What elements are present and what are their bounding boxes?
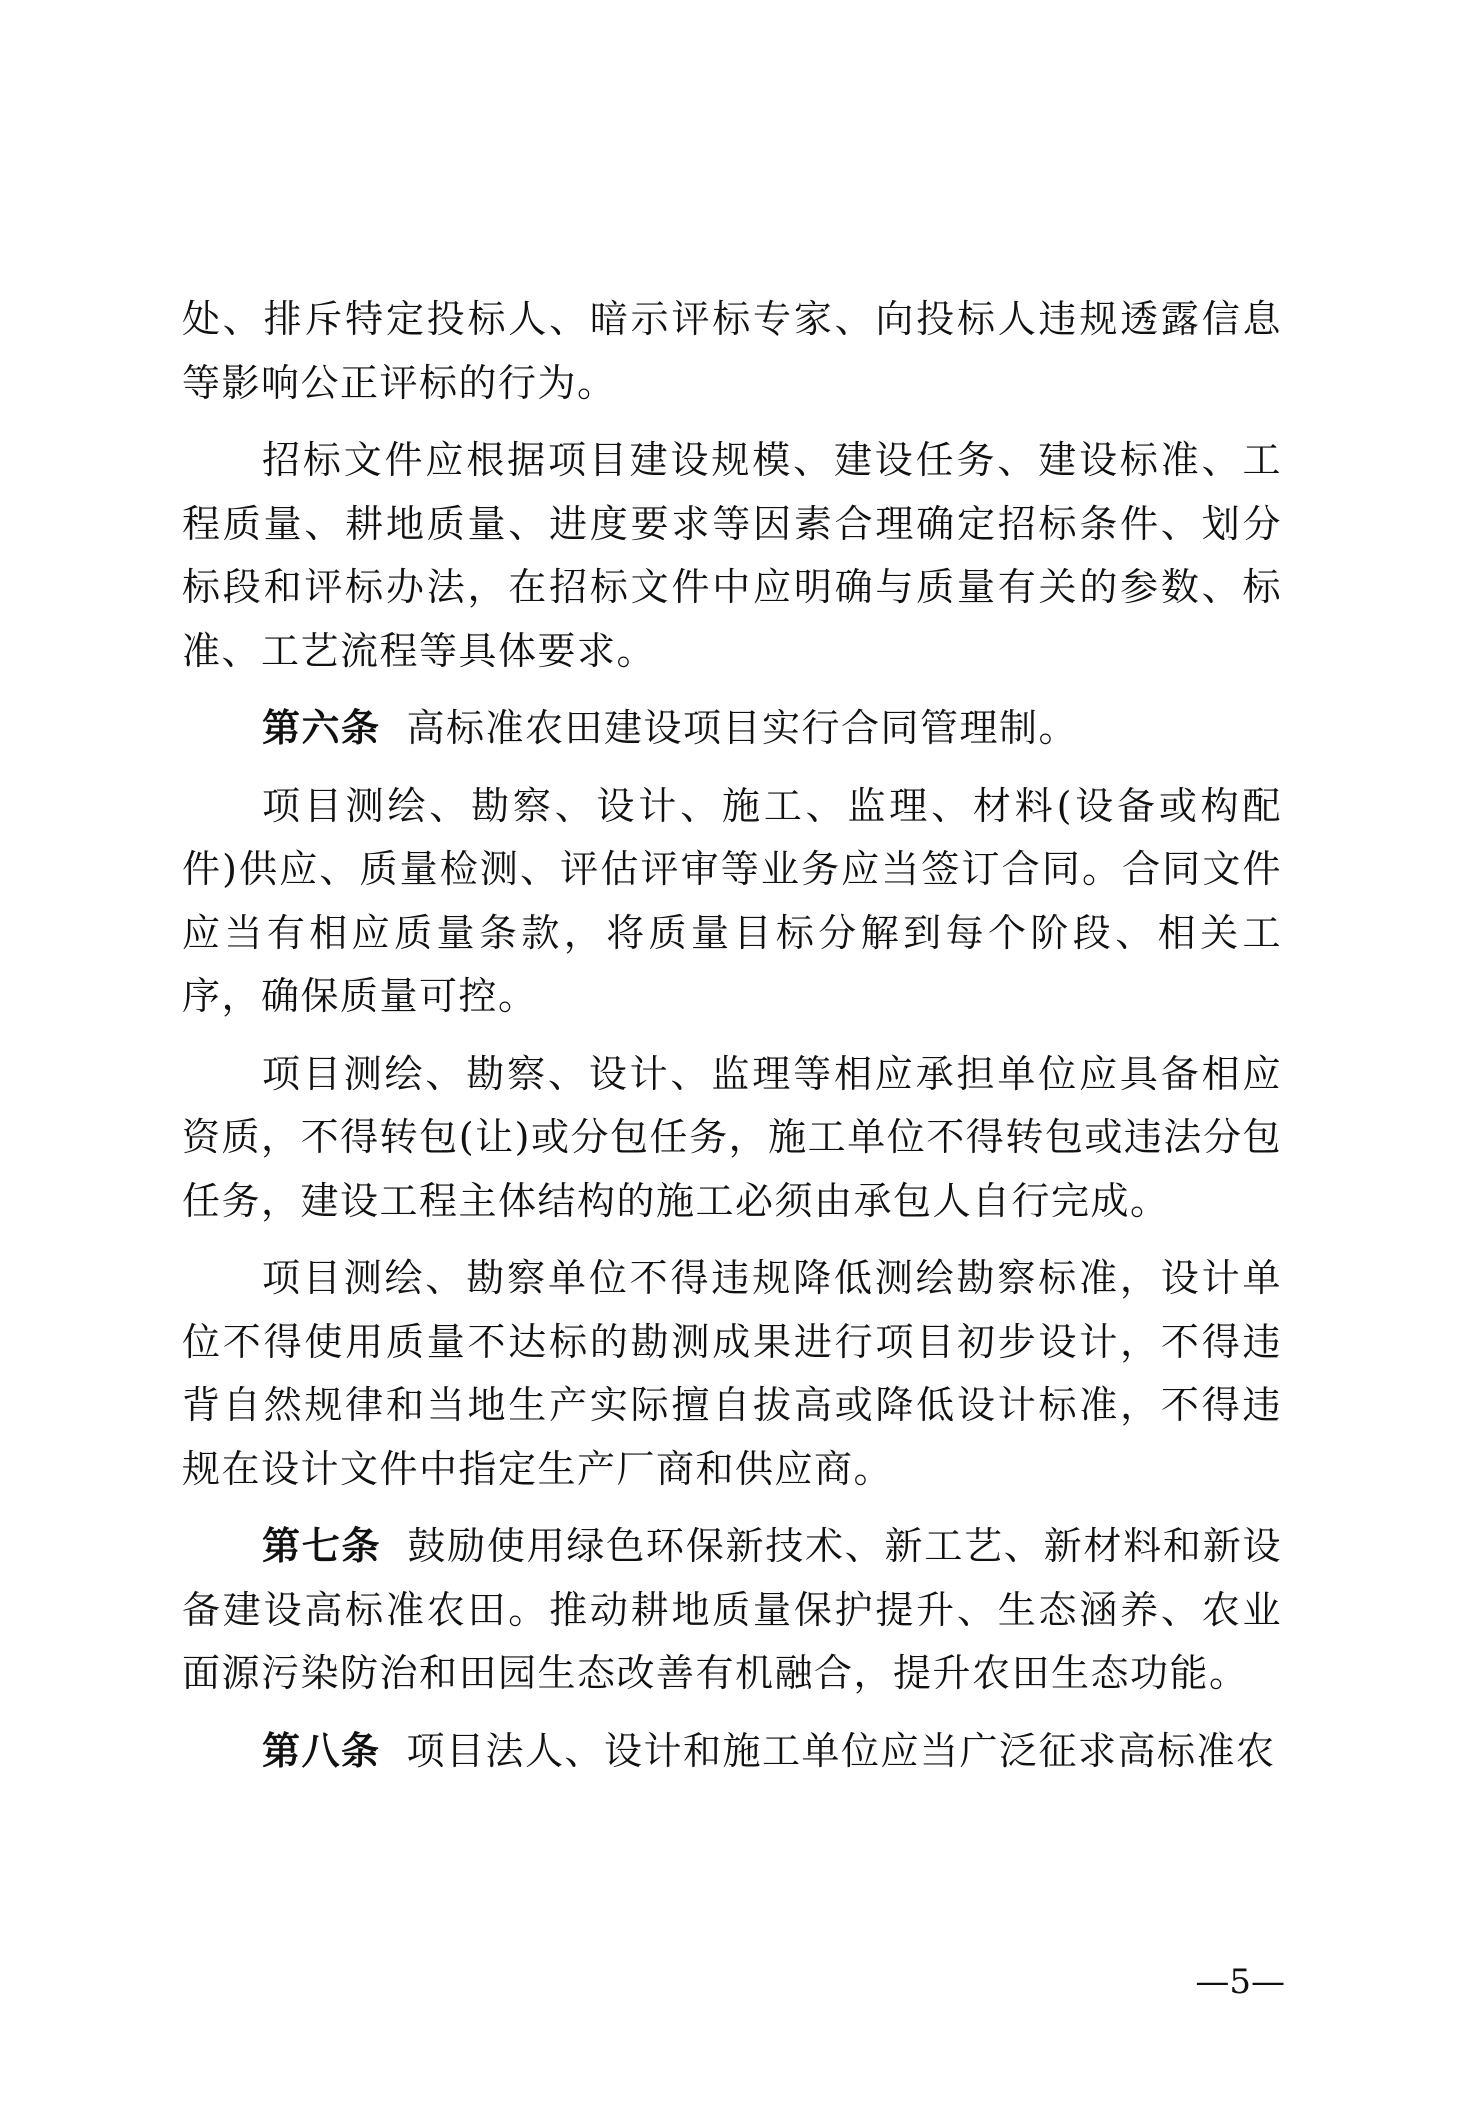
paragraph-text: 高标准农田建设项目实行合同管理制。: [406, 706, 1079, 750]
paragraph-text: 项目法人、设计和施工单位应当广泛征求高标准农: [406, 1728, 1276, 1773]
paragraph-text: 招标文件应根据项目建设规模、建设任务、建设标准、工程质量、耕地质量、进度要求等因素合理确定招标条件、划分标段和评标办法，在招标文件中应明确与质量有关的参数、标准、工艺流程等具体要求。: [182, 438, 1282, 673]
article-paragraph: [182, 1720, 1282, 1784]
paragraph-text: 鼓励使用绿色环保新技术、新工艺、新材料和新设备建设高标准农田。推动耕地质量保护提升、生态涵养、农业面源污染防治和田园生态改善有机融合，提升农田生态功能。: [182, 1524, 1282, 1695]
paragraph-text: 项目测绘、勘察单位不得违规降低测绘勘察标准，设计单位不得使用质量不达标的勘测成果进行项目初步设计，不得违背自然规律和当地生产实际擅自拔高或降低设计标准，不得违规在设计文件中指定生产厂商和供应商。: [182, 1256, 1282, 1491]
document-body: [182, 288, 1282, 1797]
paragraph: [182, 1043, 1282, 1234]
paragraph-text: 项目测绘、勘察、设计、施工、监理、材料(设备或构配件)供应、质量检测、评估评审等业务应当签订合同。合同文件应当有相应质量条款，将质量目标分解到每个阶段、相关工序，确保质量可控。: [182, 783, 1282, 1018]
article-heading: 第七条: [262, 1524, 382, 1568]
article-paragraph: [182, 697, 1282, 761]
paragraph-text: 项目测绘、勘察、设计、监理等相应承担单位应具备相应资质，不得转包(让)或分包任务，施工单位不得转包或违法分包任务，建设工程主体结构的施工必须由承包人自行完成。: [182, 1051, 1282, 1223]
page-number: —5—: [1195, 1962, 1285, 2002]
paragraph: [182, 429, 1282, 683]
paragraph-text: 处、排斥特定投标人、暗示评标专家、向投标人违规透露信息等影响公正评标的行为。: [182, 297, 1282, 405]
article-heading: 第六条: [262, 706, 381, 750]
paragraph: [182, 775, 1282, 1029]
article-heading: 第八条: [262, 1728, 381, 1773]
article-paragraph: [182, 1515, 1282, 1706]
paragraph: [182, 1247, 1282, 1501]
paragraph: [182, 288, 1282, 415]
